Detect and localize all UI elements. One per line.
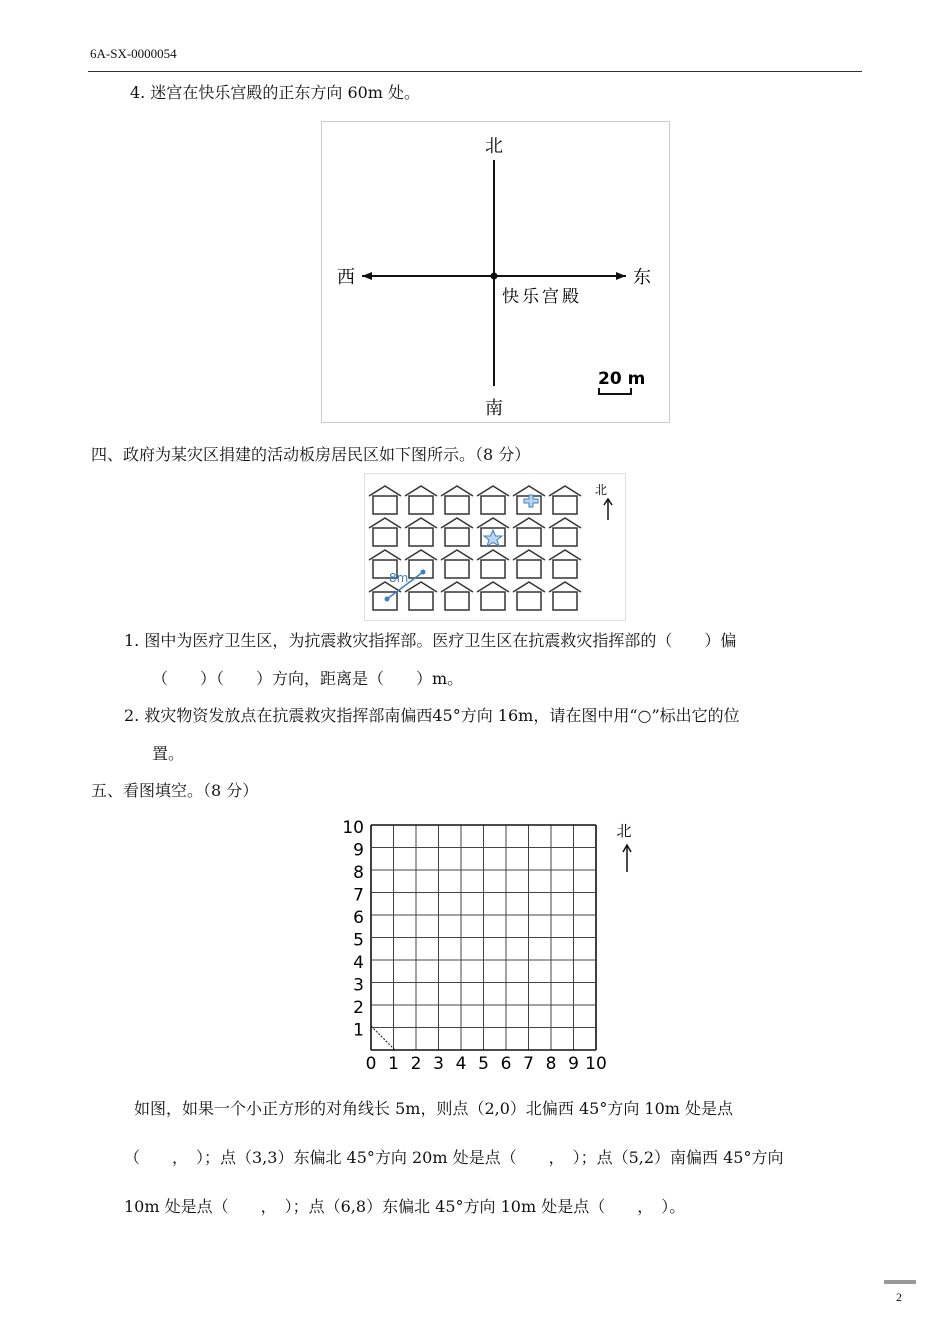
houses-row-4	[369, 582, 581, 610]
s4-q2-line1: 2. 救灾物资发放点在抗震救灾指挥部南偏西45°方向 16m，请在图中用“○”标出它的位	[124, 706, 740, 725]
s5-paragraph-line2: （ ， ）；点（3,3）东偏北 45°方向 20m 处是点（ ， ）；点（5,2）南偏西 45°方向	[124, 1148, 784, 1167]
x-tick-label: 2	[410, 1054, 422, 1074]
scale-label: 20 m	[598, 369, 646, 389]
grid-chart	[334, 806, 656, 1078]
center-label: 快乐宫殿	[502, 287, 582, 307]
y-tick-label: 3	[353, 975, 364, 996]
houses-row-2	[369, 518, 581, 546]
y-tick-label: 7	[353, 885, 364, 906]
x-tick-label: 6	[500, 1054, 512, 1074]
y-tick-label: 5	[353, 930, 364, 951]
west-label: 西	[337, 267, 355, 288]
star-icon	[484, 530, 502, 546]
x-tick-label: 5	[478, 1054, 489, 1074]
medical-cross-icon	[524, 495, 538, 507]
x-tick-label: 1	[388, 1054, 399, 1074]
compass-figure	[321, 121, 670, 423]
north-label: 北	[594, 483, 608, 497]
y-tick-label: 10	[342, 818, 364, 838]
grid-figure	[334, 806, 656, 1078]
y-tick-label: 6	[353, 908, 364, 928]
s4-q2-line2: 置。	[152, 744, 185, 763]
s4-q1-line2: （ ）（ ）方向，距离是（ ）m。	[152, 669, 464, 688]
east-label: 东	[633, 267, 651, 288]
x-tick-label: 8	[545, 1054, 557, 1074]
north-label: 北	[485, 136, 503, 157]
header-divider	[88, 71, 862, 72]
document-code: 6A-SX-0000054	[90, 46, 177, 61]
page-number: 2	[896, 1290, 902, 1304]
houses-figure	[364, 473, 626, 621]
x-tick-label: 7	[523, 1054, 534, 1074]
x-tick-label: 4	[455, 1054, 467, 1074]
y-tick-label: 8	[353, 863, 364, 883]
y-tick-label: 9	[353, 840, 364, 861]
north-label: 北	[616, 822, 632, 840]
x-tick-label: 10	[585, 1054, 607, 1074]
south-label: 南	[485, 398, 503, 419]
q3-item4-text: 4. 迷宫在快乐宫殿的正东方向 60m 处。	[130, 83, 421, 102]
section4-title: 四、政府为某灾区捐建的活动板房居民区如下图所示。（8 分）	[91, 445, 531, 464]
x-tick-label: 3	[433, 1054, 444, 1074]
s5-paragraph-line1: 如图，如果一个小正方形的对角线长 5m，则点（2,0）北偏西 45°方向 10m 处是点	[134, 1099, 734, 1118]
houses-row-1	[369, 486, 581, 514]
y-tick-label: 1	[353, 1020, 364, 1041]
x-tick-label: 0	[365, 1054, 377, 1074]
y-tick-label: 4	[353, 953, 364, 973]
section5-title: 五、看图填空。（8 分）	[91, 781, 259, 800]
diagonal-sample-line	[371, 1026, 395, 1050]
scale-label: 8m	[389, 571, 409, 585]
s5-paragraph-line3: 10m 处是点（ ， ）；点（6,8）东偏北 45°方向 10m 处是点（ ， ）。	[124, 1197, 686, 1216]
y-tick-label: 2	[353, 998, 364, 1018]
x-tick-label: 9	[568, 1054, 579, 1074]
page-number-bar	[884, 1280, 916, 1284]
s4-q1-line1: 1. 图中为医疗卫生区，为抗震救灾指挥部。医疗卫生区在抗震救灾指挥部的（ ）偏	[124, 631, 737, 650]
